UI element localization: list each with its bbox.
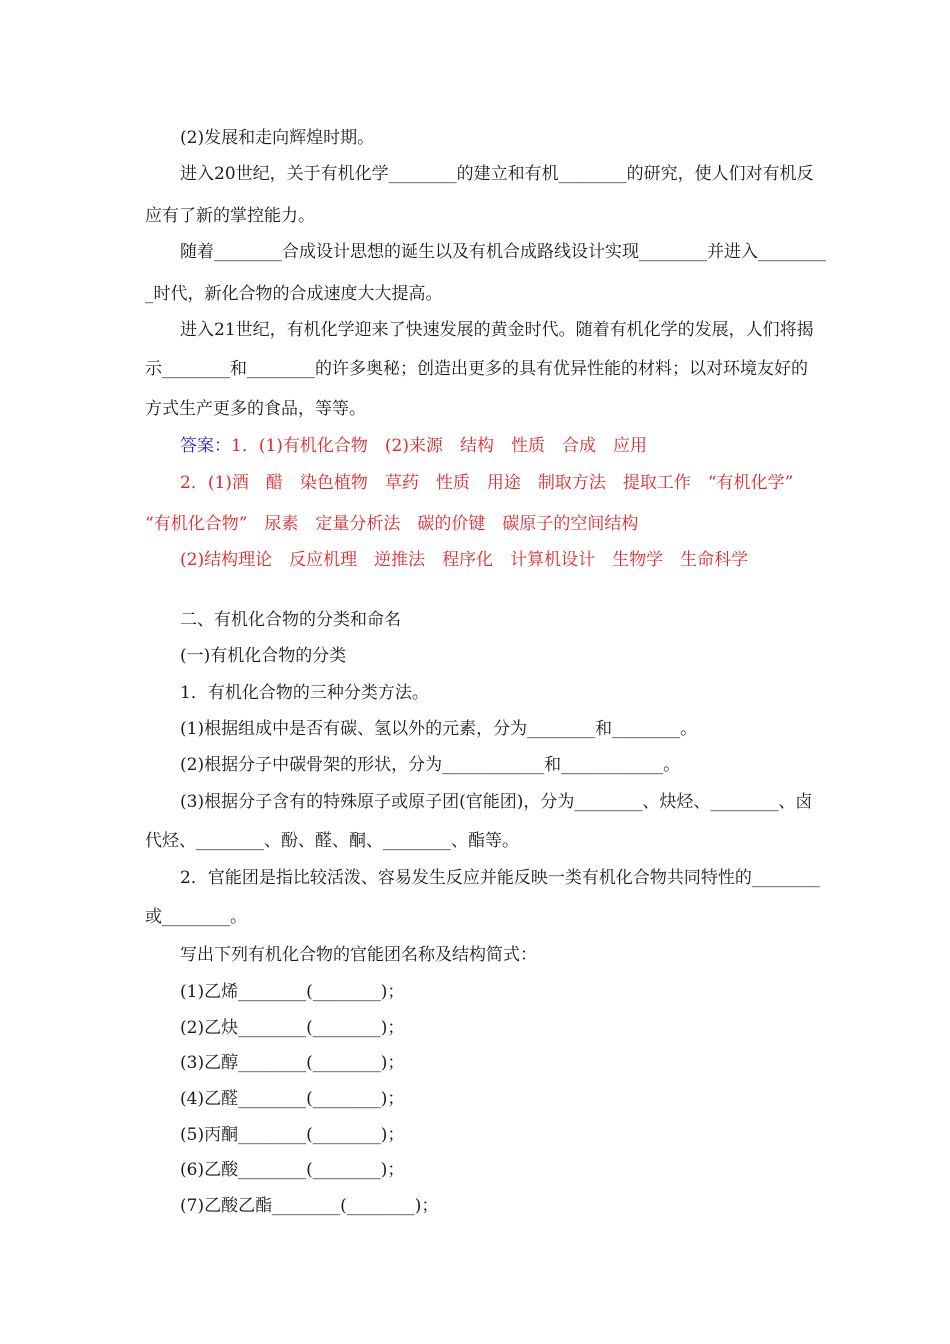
answer-line-1: [180, 435, 647, 457]
question-1-part-3-line-1: (3)根据分子含有的特殊原子或原子团(官能团)，分为________、炔烃、________、卤: [180, 792, 813, 812]
paragraph-3-line-1: 进入21世纪，有机化学迎来了快速发展的黄金时代。随着有机化学的发展，人们将揭: [180, 320, 814, 340]
list-item: (3)乙醇________(________)；: [180, 1053, 405, 1073]
paragraph-3-line-2: 示________和________的许多奥秘；创造出更多的具有优异性能的材料；以对环境友好的: [145, 359, 808, 379]
list-item: (4)乙醛________(________)；: [180, 1089, 405, 1109]
question-1-part-2: (2)根据分子中碳骨架的形状，分为____________和____________。: [180, 755, 681, 775]
list-item: (5)丙酮________(________)；: [180, 1125, 405, 1145]
subsection-1-heading: (一)有机化合物的分类: [180, 646, 347, 666]
list-item: (7)乙酸乙酯________(________)；: [180, 1196, 439, 1216]
list-item: (6)乙酸________(________)；: [180, 1160, 405, 1180]
question-1-part-3-line-2: 代烃、________、酚、醛、酮、________、酯等。: [145, 831, 519, 851]
paragraph-2-line-1: 随着________合成设计思想的诞生以及有机合成路线设计实现________并进入________: [180, 242, 826, 262]
question-1: 1．有机化合物的三种分类方法。: [180, 683, 429, 703]
answer-text-1: 1．(1)有机化合物 (2)来源 结构 性质 合成 应用: [231, 436, 647, 456]
answer-line-3: “有机化合物” 尿素 定量分析法 碳的价键 碳原子的空间结构: [145, 514, 639, 534]
answer-label: 答案：: [180, 436, 231, 456]
question-3-instruction: 写出下列有机化合物的官能团名称及结构简式：: [180, 945, 537, 965]
answer-line-2: 2．(1)酒 醋 染色植物 草药 性质 用途 制取方法 提取工作 “有机化学”: [180, 473, 794, 493]
question-1-part-1: (1)根据组成中是否有碳、氢以外的元素，分为________和________。: [180, 719, 698, 739]
section-2-heading: 二、有机化合物的分类和命名: [180, 610, 401, 630]
paragraph-1-line-1: 进入20世纪，关于有机化学________的建立和有机________的研究，使人们对有机反: [180, 164, 814, 184]
question-2-line-1: 2．官能团是指比较活泼、容易发生反应并能反映一类有机化合物共同特性的________: [180, 868, 820, 888]
answer-line-4: (2)结构理论 反应机理 逆推法 程序化 计算机设计 生物学 生命科学: [180, 550, 749, 570]
list-item: (2)乙炔________(________)；: [180, 1018, 405, 1038]
paragraph-1-line-2: 应有了新的掌控能力。: [145, 206, 315, 226]
question-2-line-2: 或________。: [145, 907, 247, 927]
paragraph-2-line-2: _时代，新化合物的合成速度大大提高。: [145, 284, 443, 304]
item-2-title: (2)发展和走向辉煌时期。: [180, 128, 375, 148]
list-item: (1)乙烯________(________)；: [180, 982, 405, 1002]
paragraph-3-line-3: 方式生产更多的食品，等等。: [145, 399, 366, 419]
